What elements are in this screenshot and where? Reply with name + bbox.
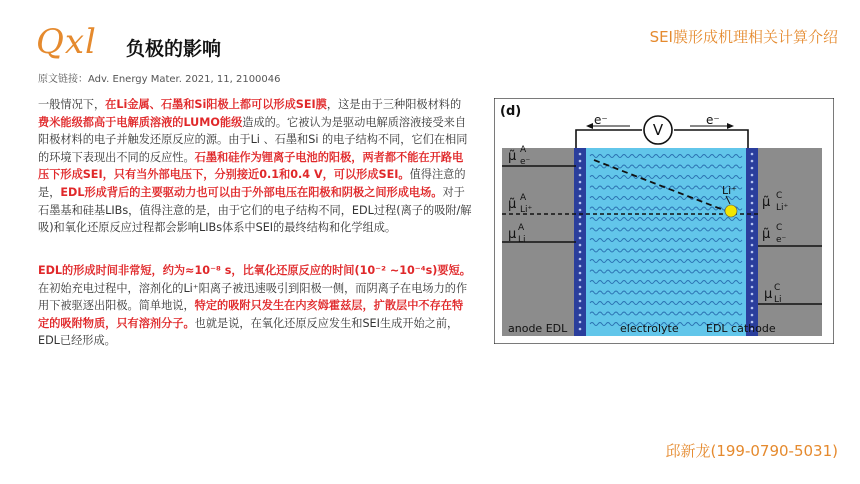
edl-dot — [751, 307, 754, 310]
edl-dot — [751, 181, 754, 184]
edl-dot — [579, 237, 582, 240]
body-text: 在初始充电过程中，溶剂化的Li⁺阳离子被迅速吸引到阳极一侧，而阴离子在电场力的作用下被驱逐出阳极。简单地说， — [38, 281, 468, 313]
page-title: 负极的影响 — [126, 38, 222, 60]
edl-dot — [579, 202, 582, 205]
highlight-text: EDL的形成时间非常短，约为≈10⁻⁸ s，比氧化还原反应的时间(10⁻² ~10⁻⁴s)要短。 — [38, 264, 471, 277]
edl-dot — [579, 286, 582, 289]
edl-dot — [579, 153, 582, 156]
li-ion-label: Li⁺ — [722, 184, 737, 197]
edl-dot — [579, 314, 582, 317]
body-text: ，这是由于三种阳极材料的 — [326, 98, 462, 111]
edl-dot — [579, 272, 582, 275]
li-ion-dot — [725, 205, 737, 217]
electrolyte-region — [586, 148, 746, 336]
edl-dot — [579, 307, 582, 310]
highlight-text: 石墨和硅作为锂离子电池的阳极，两者都不能在开路电压下形成SEI，只有当外部电压下，分别接近0.1和0.4 V，可以形成SEI。 — [38, 150, 464, 182]
highlight-text: 在Li金属、石墨和Si阳极上都可以形成SEI膜 — [105, 98, 327, 111]
edl-dot — [751, 209, 754, 212]
edl-dot — [579, 300, 582, 303]
svg-text:C: C — [776, 223, 783, 233]
anode-edl-label: anode EDL — [508, 322, 568, 335]
highlight-text: EDL形成背后的主要驱动力也可以由于外部电压在阳极和阴极之间形成电场。 — [60, 185, 443, 199]
edl-dot — [579, 195, 582, 198]
edl-diagram — [494, 98, 834, 344]
edl-dot — [751, 153, 754, 156]
edl-dot — [579, 265, 582, 268]
edl-dot — [579, 216, 582, 219]
source-citation: 原文链接：Adv. Energy Mater. 2021, 11, 2100046 — [38, 74, 281, 85]
cathode-edl-label: EDL cathode — [706, 322, 776, 335]
voltmeter-label: V — [652, 121, 664, 139]
body-text: 造成的。它被认为是驱动电解质溶液接受来自阳极材料的电子并触发还原反应的源。由于Li 、石墨和Si 的电子结构不同，它们在相同的环境下表现出不同的反应性。 — [38, 115, 468, 164]
svg-text:Li: Li — [774, 295, 782, 305]
edl-dot — [579, 160, 582, 163]
panel-label: (d) — [500, 104, 522, 119]
edl-dot — [751, 265, 754, 268]
body-text: 对于石墨基和硅基LIBs，值得注意的是，由于它们的电子结构不同，EDL过程(离子的吸附/解吸)和氧化还原反应过程都会影响LIBs体系中SEI的最终结构和化学组成。 — [38, 185, 472, 235]
paragraph-2 — [38, 262, 472, 350]
electron-left-label: e⁻ — [594, 113, 608, 127]
body-text: 一般情况下， — [38, 98, 106, 111]
svg-text:μ: μ — [508, 227, 517, 242]
edl-dot — [751, 167, 754, 170]
edl-dot — [579, 293, 582, 296]
svg-text:C: C — [776, 191, 783, 201]
edl-dot — [579, 188, 582, 191]
edl-dot — [579, 209, 582, 212]
edl-dot — [579, 258, 582, 261]
svg-text:μ̃: μ̃ — [762, 195, 771, 210]
edl-dot — [751, 279, 754, 282]
edl-dot — [579, 279, 582, 282]
highlight-text: 费米能级都高于电解质溶液的LUMO能级 — [38, 115, 243, 129]
svg-text:e⁻: e⁻ — [776, 235, 787, 245]
edl-dot — [751, 195, 754, 198]
edl-dot — [579, 230, 582, 233]
svg-text:μ: μ — [764, 287, 773, 302]
body-text: 也就是说，在氧化还原反应发生和SEI生成开始之前，EDL已经形成。 — [38, 316, 459, 348]
highlight-text: 特定的吸附只发生在内亥姆霍兹层，扩散层中不存在特定的吸附物质，只有溶剂分子。 — [38, 299, 464, 330]
edl-dot — [751, 286, 754, 289]
svg-text:A: A — [520, 193, 527, 203]
svg-text:Li: Li — [518, 235, 526, 245]
edl-dot — [579, 174, 582, 177]
edl-dot — [751, 202, 754, 205]
svg-text:Li⁺: Li⁺ — [776, 203, 789, 213]
svg-text:Li⁺: Li⁺ — [520, 205, 533, 215]
body-text: 值得注意的是， — [38, 168, 466, 199]
edl-dot — [751, 244, 754, 247]
contact-info: 邱新龙(199-0790-5031) — [665, 442, 838, 460]
edl-dot — [751, 251, 754, 254]
svg-text:μ̃: μ̃ — [508, 197, 517, 212]
edl-dot — [579, 223, 582, 226]
edl-dot — [751, 293, 754, 296]
edl-dot — [579, 328, 582, 331]
section-title: SEI膜形成机理相关计算介绍 — [649, 28, 838, 46]
edl-dot — [751, 174, 754, 177]
edl-dot — [751, 300, 754, 303]
edl-dot — [579, 181, 582, 184]
edl-dot — [579, 167, 582, 170]
edl-dot — [751, 272, 754, 275]
svg-text:A: A — [520, 145, 527, 155]
svg-text:e⁻: e⁻ — [520, 157, 531, 167]
electron-right-label: e⁻ — [706, 113, 720, 127]
edl-dot — [751, 237, 754, 240]
edl-dot — [751, 216, 754, 219]
edl-dot — [579, 321, 582, 324]
edl-dot — [579, 244, 582, 247]
edl-dot — [751, 160, 754, 163]
edl-dot — [751, 314, 754, 317]
paragraph-1 — [38, 96, 472, 237]
logo: Qxl — [36, 22, 97, 62]
edl-dot — [579, 251, 582, 254]
svg-text:C: C — [774, 283, 781, 293]
svg-text:μ̃: μ̃ — [508, 149, 517, 164]
svg-text:μ̃: μ̃ — [762, 227, 771, 242]
edl-dot — [751, 188, 754, 191]
svg-text:A: A — [518, 223, 525, 233]
edl-dot — [751, 230, 754, 233]
edl-dot — [751, 223, 754, 226]
electrolyte-label: electrolyte — [620, 322, 679, 335]
edl-dot — [751, 258, 754, 261]
